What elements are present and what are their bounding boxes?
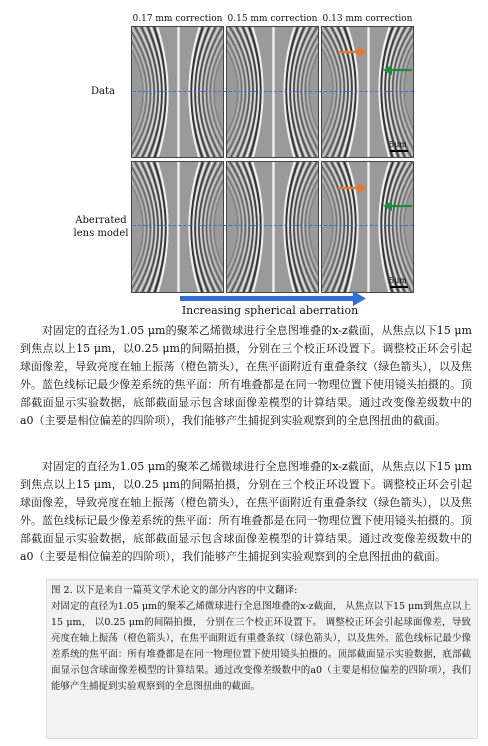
paragraph-1: 对固定的直径为1.05 μm的聚苯乙烯微球进行全息图堆叠的x-z截面，从焦点以下15 μm到焦点以上15 μm，以0.25 μm的间隔拍摄，分别在三个校正环设置下。调整校正环会引起球面像差，导致亮度在轴上振荡（橙色箭头），在焦平面附近有重叠条纹（绿色箭头），以及焦外。蓝色线标记最少像差系统的焦平面：所有堆叠都是在同一物理位置下使用镜头拍摄的。顶部截面显示实验数据，底部截面显示包含球面像差模型的计算结果。通过改变像差级数中的a0（主要是相位偏差的四阶项），我们能够产生捕捉到实验观察到的全息图扭曲的截面。: [20, 324, 472, 427]
hologram-panel: [131, 26, 224, 158]
column-title-1: 0.17 mm correction: [132, 14, 223, 24]
orange-arrow-icon: [336, 46, 368, 58]
hologram-panel: [226, 161, 319, 293]
aberration-axis-arrow: [180, 296, 355, 301]
scale-bar: [390, 150, 408, 152]
hologram-panel: [226, 26, 319, 158]
scale-bar: [390, 286, 408, 288]
hologram-panel: [321, 161, 414, 293]
row-label-data: Data: [91, 86, 115, 97]
caption-header: 图 2. 以下是来自一篇英文学术论文的部分内容的中文翻译:: [51, 585, 298, 596]
green-arrow-icon: [382, 64, 414, 76]
paragraph-2: 对固定的直径为1.05 μm的聚苯乙烯微球进行全息图堆叠的x-z截面，从焦点以下15 μm到焦点以上15 μm，以0.25 μm的间隔拍摄，分别在三个校正环设置下。调整校正环会引起球面像差，导致亮度在轴上振荡（橙色箭头），在焦平面附近有重叠条纹（绿色箭头），以及焦外。蓝色线标记最少像差系统的焦平面：所有堆叠都是在同一物理位置下使用镜头拍摄的。顶部截面显示实验数据，底部截面显示包含球面像差模型的计算结果。通过改变像差级数中的a0（主要是相位偏差的四阶项），我们能够产生捕捉到实验观察到的全息图扭曲的截面。: [20, 460, 472, 563]
scale-label: 5μm: [389, 276, 407, 285]
scale-label: 5μm: [389, 140, 407, 149]
row-label-model: Aberrated lens model: [73, 215, 129, 239]
focal-plane-line-bottom: [133, 225, 413, 226]
column-title-3: 0.13 mm correction: [322, 14, 413, 24]
column-title-2: 0.15 mm correction: [227, 14, 318, 24]
green-arrow-icon: [382, 200, 414, 212]
focal-plane-line-top: [133, 91, 413, 92]
axis-label: Increasing spherical aberration: [181, 304, 359, 317]
caption-box: [46, 579, 478, 739]
orange-arrow-icon: [336, 182, 368, 194]
caption-body: 对固定的直径为1.05 μm的聚苯乙烯微球进行全息图堆叠的x-z截面， 从焦点以下15 μm到焦点以上15 μm， 以0.25 μm的间隔拍摄， 分别在三个校正环设置下。 调整校正环会引起球面像差，导致亮度在轴上振荡（橙色箭头），在焦平面附近有重叠条纹（绿色箭头），以及焦外。蓝色线标记最少像差系统的焦平面：所有堆叠都是在同一物理位置下使用镜头拍摄的。顶部截面显示实验数据，底部截面显示包含球面像差模型的计算结果。通过改变像差级数中的a0（主要是相位偏差的四阶项），我们能够产生捕捉到实验观察到的全息图扭曲的截面。: [51, 601, 471, 692]
hologram-panel: [131, 161, 224, 293]
